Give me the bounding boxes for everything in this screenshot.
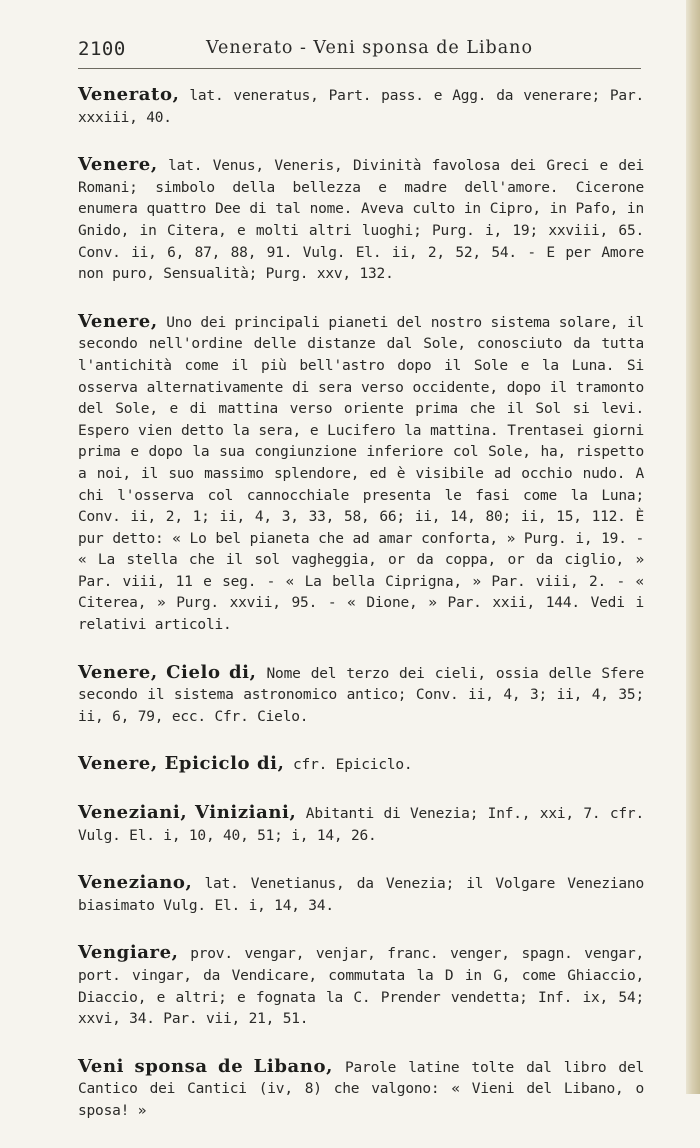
entry-text: lat. veneratus, Part. pass. e Agg. da venerare; Par. xxxiii, 40. — [78, 88, 645, 126]
entry-venerato — [78, 84, 644, 129]
entry-veneziano — [78, 872, 644, 917]
entry-text: prov. vengar, venjar, franc. venger, spagn. vengar, port. vingar, da Vendicare, commutata la D in G, come Ghiaccio, Diaccio, e altri; e fognata la C. Prender vendetta; Inf. ix, 54; xxvi, 34. Par. vii, 21, 51. — [78, 946, 644, 1028]
entry-vengiare — [78, 942, 644, 1030]
headword: Veni sponsa de Libano, — [78, 1055, 333, 1077]
headword: Veneziano, — [78, 872, 193, 894]
page-number: 2100 — [78, 38, 126, 60]
entry-text: lat. Venus, Veneris, Divinità favolosa dei Greci e dei Romani; simbolo della bellezza e madre dell'amore. Cicerone enumera quattro Dee di tal nome. Aveva culto in Cipro, in Pafo, in Gnido, in Citera, e molti altri luoghi; Purg. i, 19; xxviii, 65. Conv. ii, 6, 87, 88, 91. Vulg. El. ii, 2, 52, 54. - E per Amore non puro, Sensualità; Purg. xxv, 132. — [78, 158, 644, 283]
entry-text: lat. Venetianus, da Venezia; il Volgare Veneziano biasimato Vulg. El. i, 14, 34. — [78, 876, 644, 914]
entry-text: Abitanti di Venezia; Inf., xxi, 7. cfr. Vulg. El. i, 10, 40, 51; i, 14, 26. — [78, 806, 644, 844]
page-header — [78, 38, 643, 70]
headword: Veneziani, Viniziani, — [78, 802, 297, 824]
headword: Venere, — [78, 154, 158, 176]
entry-veneziani — [78, 802, 644, 847]
entry-text: Parole latine tolte dal libro del Cantico dei Cantici (iv, 8) che valgono: « Vieni del Libano, o sposa! » — [78, 1059, 644, 1119]
headword: Venere, — [78, 310, 158, 332]
header-rule — [78, 68, 641, 69]
entry-venere-divinity — [78, 154, 644, 286]
headword: Venerato, — [78, 84, 180, 105]
headword: Venere, Cielo di, — [78, 661, 257, 683]
entry-venere-cielo — [78, 662, 644, 729]
entry-text: Nome del terzo dei cieli, ossia delle Sfere secondo il sistema astronomico antico; Conv. ii, 4, 3; ii, 4, 35; ii, 6, 79, ecc. Cfr. Cielo. — [78, 665, 645, 725]
entry-text: cfr. Epiciclo. — [293, 757, 413, 774]
entry-venere-epiciclo — [78, 753, 644, 777]
entry-text: Uno dei principali pianeti del nostro sistema solare, il secondo nell'ordine delle distanze dal Sole, conosciuto da tutta l'antichità come il più bell'astro dopo il Sole e la Luna. Si osserva alternativamente di sera verso occidente, dopo il tramonto del Sole, e di mattina verso oriente prima che il Sol si levi. Espero vien detto la sera, e Lucifero la mattina. Trentasei giorni prima e dopo la sua congiunzione inferiore col Sole, ha, rispetto a noi, il suo massimo splendore, ed è visibile ad occhio nudo. A chi l'osserva col cannocchiale presenta le fasi come la Luna; Conv. ii, 2, 1; ii, 4, 3, 33, 58, 66; ii, 14, 80; ii, 15, 112. È pur detto: « Lo bel pianeta che ad amar conforta, » Purg. i, 19. - « La stella che il sol vagheggia, or da coppa, or da ciglio, » Par. viii, 11 e seg. - « La bella Ciprigna, » Par. viii, 2. - « Citerea, » Purg. xxvii, 95. - « Dione, » Par. xxii, 144. Vedi i relativi articoli. — [78, 314, 645, 634]
headword: Venere, Epiciclo di, — [78, 753, 285, 775]
dictionary-entries — [78, 84, 644, 1148]
running-head: Venerato - Veni sponsa de Libano — [206, 38, 533, 58]
entry-venere-planet — [78, 311, 644, 637]
headword: Vengiare, — [78, 942, 179, 964]
entry-veni-sponsa — [78, 1056, 644, 1123]
page-edge — [686, 0, 700, 1094]
